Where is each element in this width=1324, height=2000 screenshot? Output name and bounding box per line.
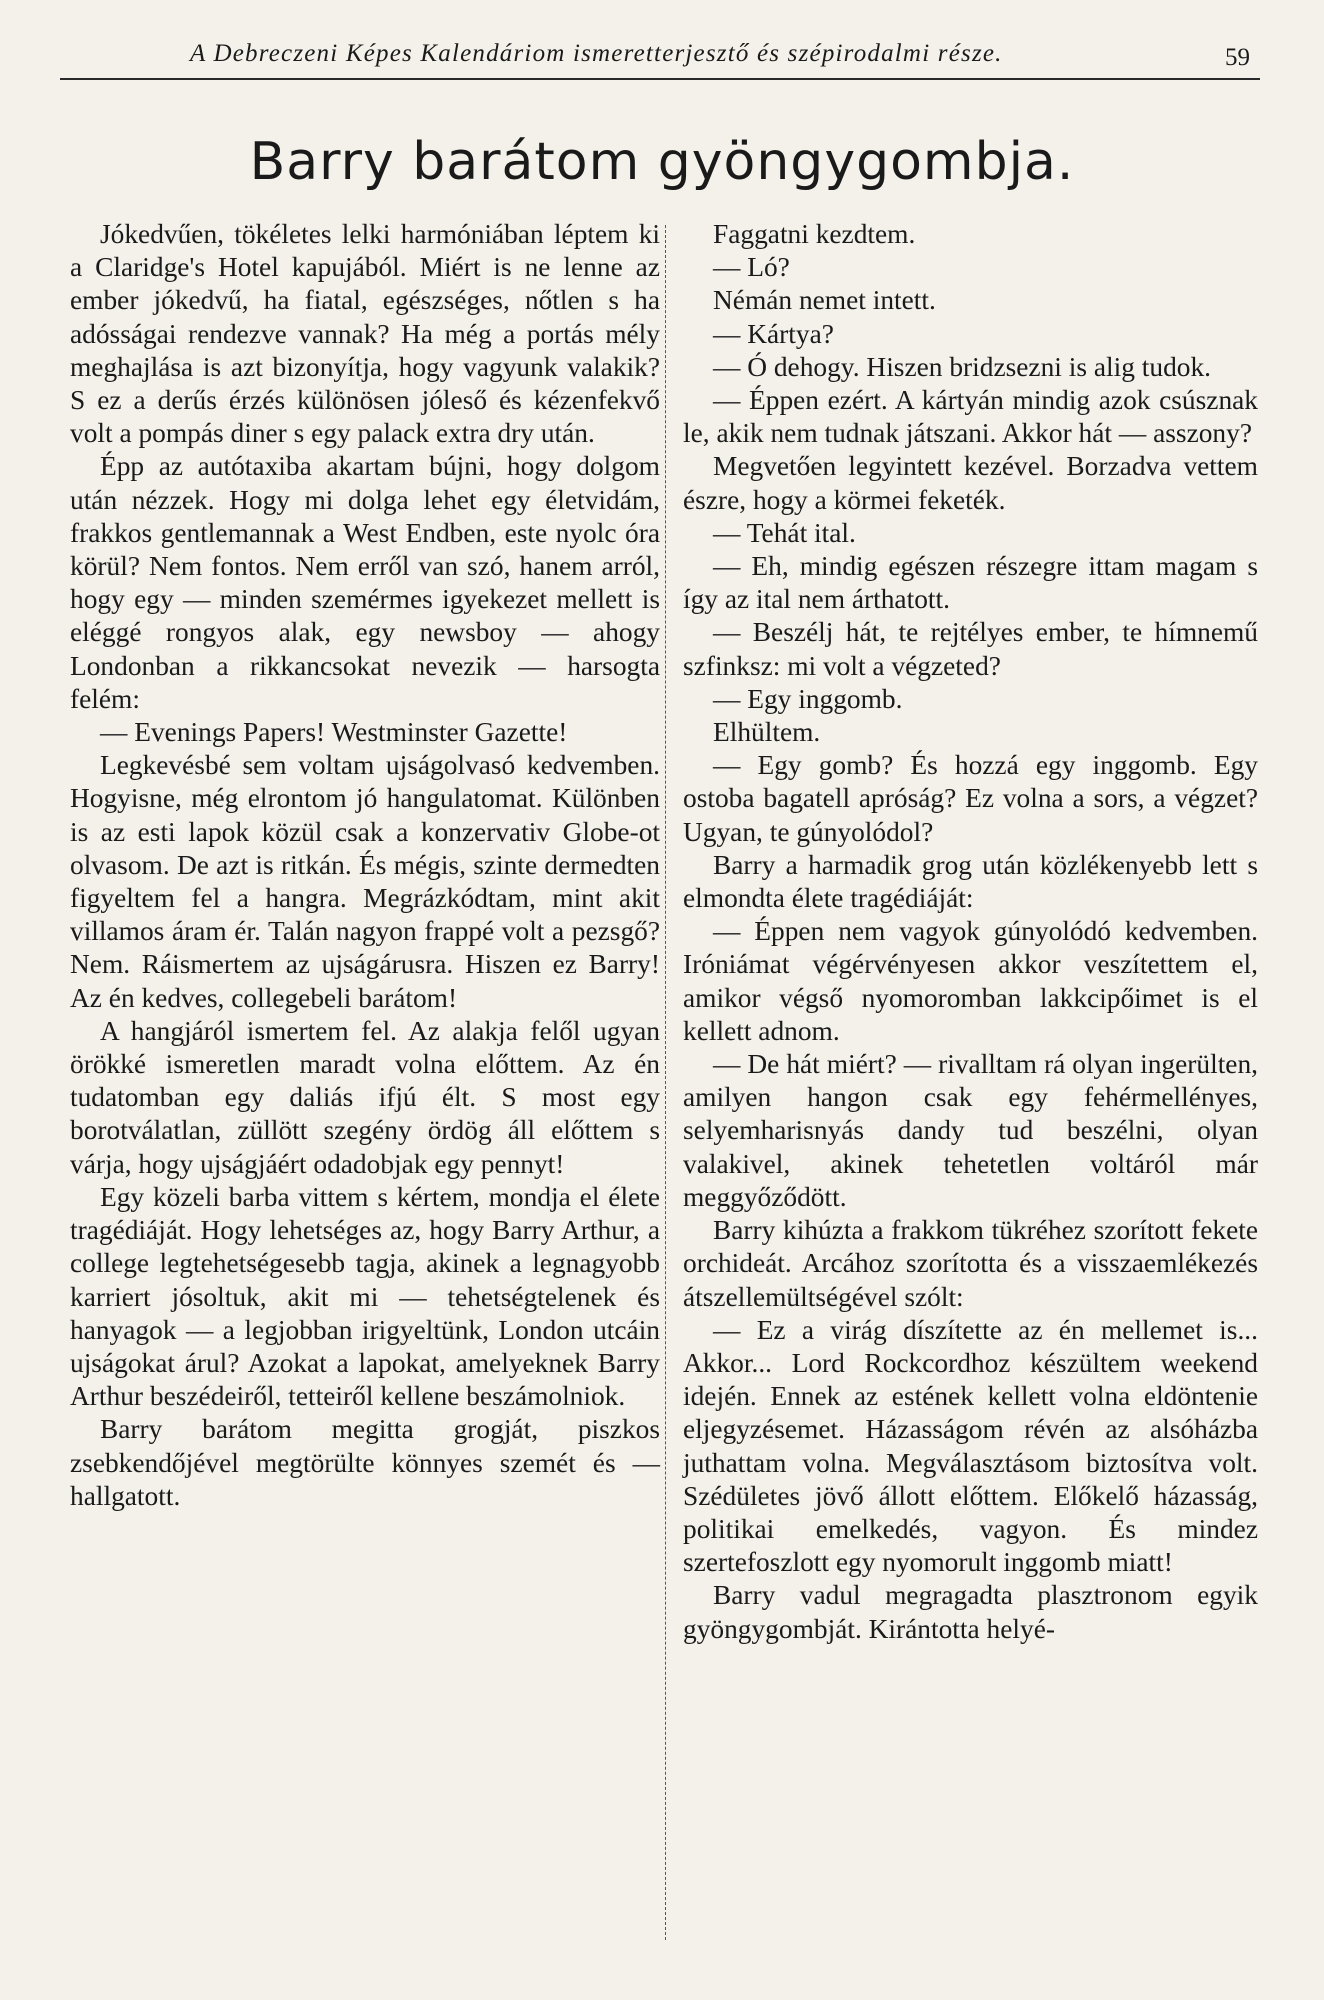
paragraph: Barry kihúzta a frakkom tükréhez szorított fekete orchideát. Arcához szorította és a visszaemlékezés átszellemültségével szólt: bbox=[683, 1215, 1258, 1312]
paragraph: Jókedvűen, tökéletes lelki harmóniában léptem ki a Claridge's Hotel kapujából. Miért is ne lenne az ember jókedvű, ha fiatal, egészséges, nőtlen s ha adósságai rendezve vannak? Ha még a portás mély meghajlása is azt bizonyítja, hogy vagyunk valakik? S ez a derűs érzés különösen jóleső és kézenfekvő volt a pompás diner s egy palack extra dry után. bbox=[70, 219, 660, 449]
paragraph: Faggatni kezdtem. bbox=[713, 219, 916, 249]
paragraph: A hangjáról ismertem fel. Az alakja felől ugyan örökké ismeretlen maradt volna előttem. Az én tudatomban egy daliás ifjú élt. S most egy borotválatlan, züllött szegény ördög áll előttem s várja, hogy ujságjáért odadobjak egy pennyt! bbox=[70, 1015, 660, 1179]
paragraph: Némán nemet intett. bbox=[713, 285, 936, 316]
paragraph: — Eh, mindig egészen részegre ittam magam s így az ital nem árthatott. bbox=[683, 551, 1258, 615]
paragraph: — Ló? bbox=[713, 252, 790, 283]
paragraph: — Éppen nem vagyok gúnyolódó kedvemben. Iróniámat végérvényesen akkor veszítettem el, amikor végső nyomoromban lakkcipőimet is el kellett adnom. bbox=[683, 916, 1258, 1046]
paragraph: — Egy gomb? És hozzá egy inggomb. Egy ostoba bagatell apróság? Ez volna a sors, a végzet? Ugyan, te gúnyolódol? bbox=[683, 750, 1258, 847]
paragraph: — Evenings Papers! Westminster Gazette! bbox=[100, 717, 568, 748]
column-divider bbox=[665, 225, 666, 1940]
paragraph: Legkevésbé sem voltam ujságolvasó kedvemben. Hogyisne, még elrontom jó hangulatomat. Különben is az esti lapok közül csak a konzervativ Globe-ot olvasom. De azt is ritkán. És mégis, szinte dermedten figyeltem fel a hangra. Megrázkódtam, mint akit villamos áram ér. Talán nagyon frappé volt a pezsgő? Nem. Ráismertem az ujságárusra. Hiszen ez Barry! Az én kedves, collegebeli barátom! bbox=[70, 750, 660, 1013]
paragraph: Barry a harmadik grog után közlékenyebb lett s elmondta élete tragédiáját: bbox=[683, 849, 1258, 914]
paragraph: — De hát miért? — rivalltam rá olyan ingerülten, amilyen hangon csak egy fehérmellényes, selyemharisnyás dandy tud beszélni, olyan valakivel, akinek tehetetlen voltáról már meggyőződött. bbox=[683, 1049, 1258, 1212]
paragraph: — Beszélj hát, te rejtélyes ember, te hímnemű szfinksz: mi volt a végzeted? bbox=[683, 617, 1258, 681]
right-column bbox=[683, 218, 1258, 1646]
paragraph: Egy közeli barba vittem s kértem, mondja el élete tragédiáját. Hogy lehetséges az, hogy Barry Arthur, a college legtehetségesebb tagja, akinek a legnagyobb karriert jósoltuk, akit mi — tehetségtelenek és hanyagok — a legjobban irigyeltünk, London utcáin ujságokat árul? Azokat a lapokat, amelyeknek Barry Arthur beszédeiről, tetteiről kellene beszámolniok. bbox=[70, 1181, 660, 1412]
paragraph: — Kártya? bbox=[713, 318, 834, 349]
left-column bbox=[70, 218, 660, 1513]
paragraph: Épp az autótaxiba akartam bújni, hogy dolgom után nézzek. Hogy mi dolga lehet egy életvidám, frakkos gentlemannak a West Endben, este nyolc óra körül? Nem fontos. Nem erről van szó, hanem arról, hogy egy — minden szemérmes igyekezet mellett is eléggé rongyos alak, egy newsboy — ahogy Londonban a rikkancsokat nevezik — harsogta felém: bbox=[70, 451, 660, 714]
page-number: 59 bbox=[1225, 44, 1250, 71]
paragraph: Barry vadul megragadta plasztronom egyik gyöngygombját. Kirántotta helyé- bbox=[683, 1580, 1258, 1644]
paragraph: — Ó dehogy. Hiszen bridzsezni is alig tudok. bbox=[713, 351, 1212, 382]
running-title: A Debreczeni Képes Kalendáriom ismeretterjesztő és szépirodalmi része. bbox=[190, 40, 1003, 67]
article-title: Barry barátom gyöngygombja. bbox=[249, 132, 1075, 192]
paragraph: Elhültem. bbox=[713, 717, 821, 748]
paragraph: — Tehát ital. bbox=[713, 517, 856, 548]
paragraph: Barry barátom megitta grogját, piszkos zsebkendőjével megtörülte könnyes szemét és — hallgatott. bbox=[70, 1414, 660, 1511]
paragraph: — Ez a virág díszítette az én mellemet is... Akkor... Lord Rockcordhoz készültem weekend idején. Ennek az estének kellett volna eldöntenie eljegyzésemet. Házasságom révén az alsóházba juthattam volna. Megválasztásom biztosítva volt. Szédületes jövő állott előttem. Előkelő házasság, politikai emelkedés, vagyon. És mindez szertefoszlott egy nyomorult inggomb miatt! bbox=[683, 1314, 1258, 1578]
paragraph: — Egy inggomb. bbox=[713, 683, 903, 714]
paragraph: Megvetően legyintett kezével. Borzadva vettem észre, hogy a körmei feketék. bbox=[683, 451, 1258, 515]
running-header bbox=[60, 38, 1260, 80]
paragraph: — Éppen ezért. A kártyán mindig azok csúsznak le, akik nem tudnak játszani. Akkor hát — asszony? bbox=[683, 385, 1258, 449]
